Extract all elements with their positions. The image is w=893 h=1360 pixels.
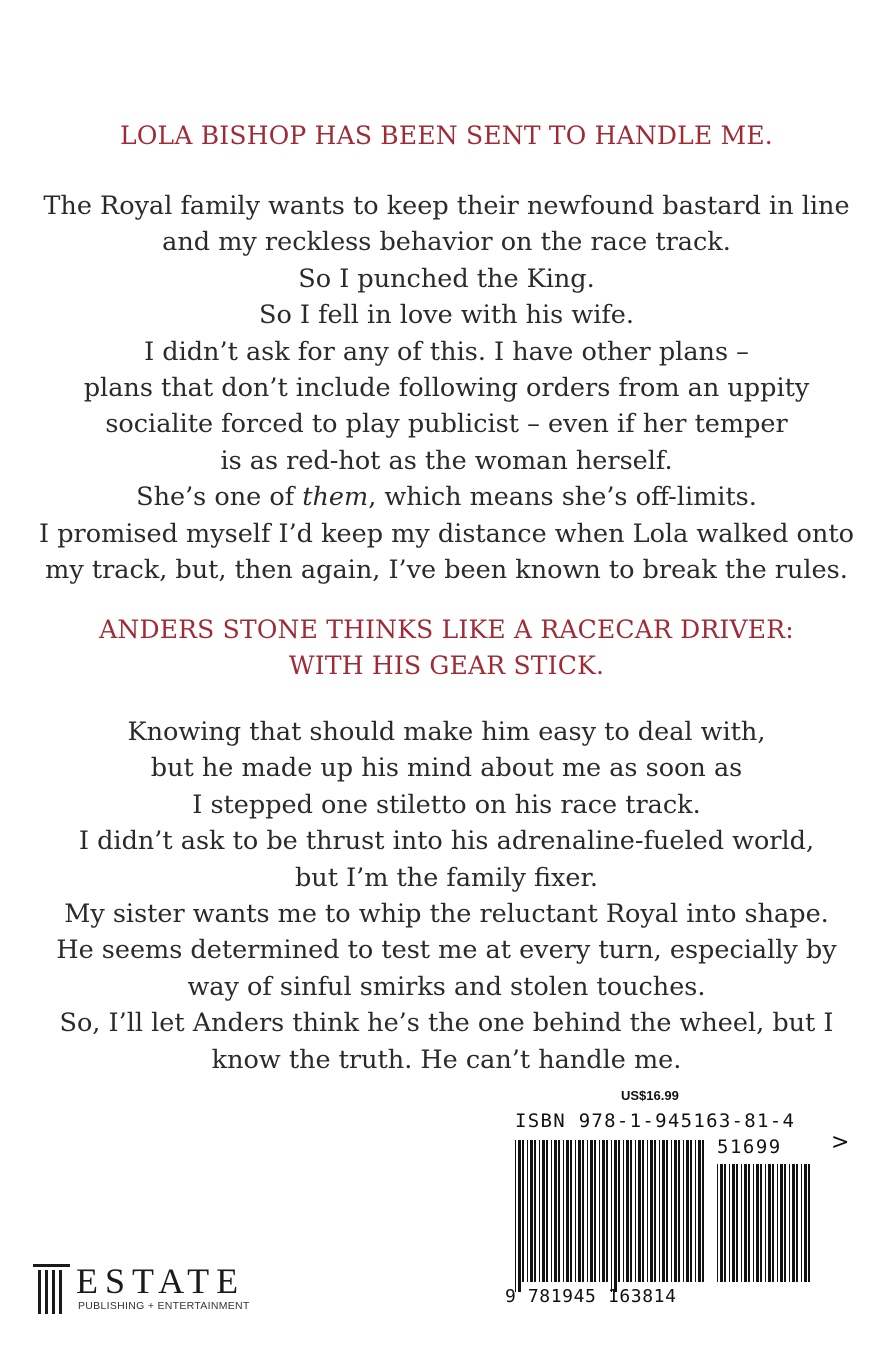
barcode-bar xyxy=(551,1140,552,1282)
barcode-bar xyxy=(768,1164,771,1282)
barcode-bar xyxy=(720,1164,723,1282)
barcode-bar xyxy=(671,1140,672,1282)
barcode-bar xyxy=(630,1140,632,1282)
supplement-barcode-bars xyxy=(717,1164,815,1292)
barcode-bar xyxy=(702,1140,704,1282)
blurb-line: The Royal family wants to keep their newfound bastard in line xyxy=(43,191,850,221)
publisher-name: ESTATE xyxy=(76,1261,246,1301)
blurb-line: but I’m the family fixer. xyxy=(294,862,599,893)
barcode-bar xyxy=(678,1140,680,1282)
blurb-line: So I fell in love with his wife. xyxy=(259,300,634,331)
blurb-line: He seems determined to test me at every turn, especially by xyxy=(56,935,837,966)
barcode-bar xyxy=(748,1164,750,1282)
blurb-line: She’s one of them, which means she’s off-limits. xyxy=(136,482,757,513)
blurb-line: I promised myself I’d keep my distance when Lola walked onto xyxy=(39,518,854,549)
isbn-label: ISBN 978-1-945163-81-4 xyxy=(515,1110,796,1132)
barcode-bar xyxy=(760,1164,762,1282)
barcode-bar xyxy=(590,1140,593,1282)
blurb-line: way of sinful smirks and stolen touches. xyxy=(187,971,706,1002)
barcode-bar xyxy=(777,1164,778,1282)
quiet-zone-arrow: > xyxy=(831,1130,850,1155)
barcode-bar xyxy=(594,1140,596,1282)
barcode-bar xyxy=(539,1140,540,1282)
blurb-line: Knowing that should make him easy to deal with, xyxy=(127,717,766,747)
blurb-line: socialite forced to play publicist – even if her temper xyxy=(105,409,788,440)
publisher-logo xyxy=(32,1258,272,1318)
barcode-bar xyxy=(518,1140,521,1292)
barcode-bar xyxy=(642,1140,644,1282)
emphasis-them: them xyxy=(302,482,369,513)
price-label: US$16.99 xyxy=(621,1088,679,1103)
barcode-bar xyxy=(578,1140,581,1282)
barcode-bar xyxy=(623,1140,624,1282)
barcode-bar xyxy=(542,1140,545,1282)
barcode-bar xyxy=(638,1140,641,1282)
blurb-line: but he made up his mind about me as soon as xyxy=(150,753,743,784)
barcode-bar xyxy=(686,1140,689,1282)
section1-heading: LOLA BISHOP HAS BEEN SENT TO HANDLE ME. xyxy=(120,121,773,150)
barcode-bar xyxy=(674,1140,677,1282)
blurb-line: My sister wants me to whip the reluctant Royal into shape. xyxy=(64,899,829,930)
barcode-bar xyxy=(575,1140,576,1282)
barcode-bar xyxy=(647,1140,648,1282)
barcode-bar xyxy=(724,1164,726,1282)
blurb-line: know the truth. He can’t handle me. xyxy=(211,1044,682,1075)
barcode-bar xyxy=(522,1140,524,1282)
barcode-bar xyxy=(614,1140,617,1292)
barcode-bar xyxy=(789,1164,790,1282)
barcode-bar xyxy=(650,1140,653,1282)
barcode-bar xyxy=(570,1140,572,1282)
blurb-line: So I punched the King. xyxy=(298,263,595,294)
barcode-bar xyxy=(662,1140,665,1282)
barcode-bar xyxy=(626,1140,629,1282)
blurb-line: is as red-hot as the woman herself. xyxy=(220,445,673,476)
barcode-bar xyxy=(808,1164,810,1282)
barcode-bar xyxy=(563,1140,564,1282)
barcode-bar xyxy=(741,1164,742,1282)
barcode-bar xyxy=(599,1140,600,1282)
barcode-bar xyxy=(554,1140,557,1282)
barcode-bar xyxy=(611,1140,612,1292)
barcode-bar xyxy=(753,1164,754,1282)
publisher-tagline: PUBLISHING + ENTERTAINMENT xyxy=(78,1300,250,1312)
isbn-barcode xyxy=(505,1088,850,1310)
barcode-bar xyxy=(683,1140,684,1282)
pillar-logo-icon xyxy=(32,1258,72,1316)
barcode-bar xyxy=(582,1140,584,1282)
blurb-line: plans that don’t include following orders from an uppity xyxy=(83,373,810,404)
barcode-bar xyxy=(666,1140,668,1282)
barcode-bar xyxy=(780,1164,783,1282)
blurb-line: and my reckless behavior on the race track. xyxy=(162,227,731,258)
barcode-bar xyxy=(695,1140,696,1282)
barcode-bar xyxy=(654,1140,656,1282)
ean-barcode-bars xyxy=(515,1140,705,1292)
barcode-bar xyxy=(546,1140,548,1282)
barcode-bar xyxy=(756,1164,759,1282)
barcode-bar xyxy=(606,1140,608,1282)
barcode-bar xyxy=(558,1140,560,1282)
barcode-bar xyxy=(587,1140,588,1282)
blurb-line: my track, but, then again, I’ve been known to break the rules. xyxy=(45,555,848,586)
barcode-bar xyxy=(744,1164,747,1282)
barcode-bar xyxy=(527,1140,528,1282)
barcode-bar xyxy=(732,1164,735,1282)
barcode-bar xyxy=(515,1140,516,1292)
barcode-bar xyxy=(792,1164,795,1282)
barcode-bar xyxy=(690,1140,692,1282)
barcode-bar xyxy=(635,1140,636,1282)
barcode-bar xyxy=(801,1164,802,1282)
barcode-bar xyxy=(530,1140,533,1282)
barcode-bar xyxy=(534,1140,536,1282)
price-code-digits: 51699 xyxy=(717,1136,782,1158)
blurb-line: I stepped one stiletto on his race track. xyxy=(192,789,701,820)
blurb-line: I didn’t ask to be thrust into his adrenaline-fueled world, xyxy=(78,826,815,857)
barcode-bar xyxy=(618,1140,620,1282)
ean-digits: 9 781945 163814 xyxy=(505,1286,677,1307)
barcode-bar xyxy=(729,1164,730,1282)
section2-blurb xyxy=(0,714,893,1078)
section1-blurb xyxy=(0,188,893,588)
section2-heading: ANDERS STONE THINKS LIKE A RACECAR DRIVER: WITH HIS GEAR STICK. xyxy=(99,615,794,680)
barcode-bar xyxy=(717,1164,718,1282)
barcode-bar xyxy=(736,1164,738,1282)
barcode-bar xyxy=(659,1140,660,1282)
barcode-bar xyxy=(796,1164,798,1282)
blurb-line: I didn’t ask for any of this. I have other plans – xyxy=(144,336,749,367)
barcode-bar xyxy=(784,1164,786,1282)
barcode-bar xyxy=(765,1164,766,1282)
barcode-bar xyxy=(804,1164,807,1282)
barcode-bar xyxy=(602,1140,605,1282)
barcode-bar xyxy=(698,1140,701,1282)
barcode-bar xyxy=(566,1140,569,1282)
barcode-bar xyxy=(772,1164,774,1282)
blurb-line: So, I’ll let Anders think he’s the one behind the wheel, but I xyxy=(59,1008,834,1039)
